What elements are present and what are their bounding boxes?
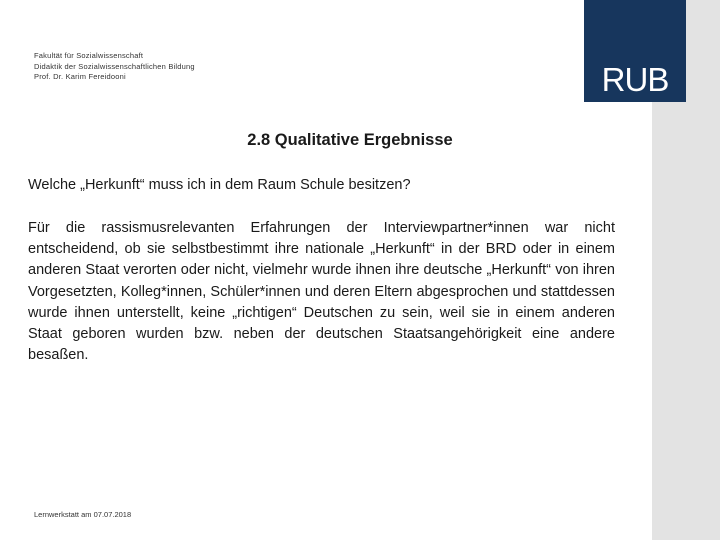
slide-question: Welche „Herkunft“ muss ich in dem Raum Schule besitzen? [28, 177, 411, 193]
professor-line: Prof. Dr. Karim Fereidooni [34, 72, 126, 81]
faculty-info [34, 51, 195, 83]
slide-title: 2.8 Qualitative Ergebnisse [247, 131, 453, 149]
rub-logo [584, 0, 686, 102]
department-line: Didaktik der Sozialwissenschaftlichen Bildung [34, 61, 195, 71]
slide-footer: Lernwerkstatt am 07.07.2018 [34, 510, 132, 519]
logo-text: RUB [601, 61, 669, 98]
faculty-line: Fakultät für Sozialwissenschaft [34, 51, 144, 60]
slide-paragraph: Für die rassismusrelevanten Erfahrungen der Interviewpartner*innen war nicht entscheidend, ob sie selbstbestimmt ihre nationale „Herkunft“ in der BRD oder in einem anderen Staat verorten oder nicht, vielmehr wurde ihnen ihre deutsche „Herkunft“ von ihren Vorgesetzten, Kolleg*innen, Schüler*innen und deren Eltern abgesprochen und stattdessen wurde ihnen unterstellt, keine „richtigen“ Deutschen zu sein, weil sie in einem anderen Staat geboren wurden bzw. neben der deutschen Staatsangehörigkeit eine andere besaßen. [28, 220, 615, 364]
